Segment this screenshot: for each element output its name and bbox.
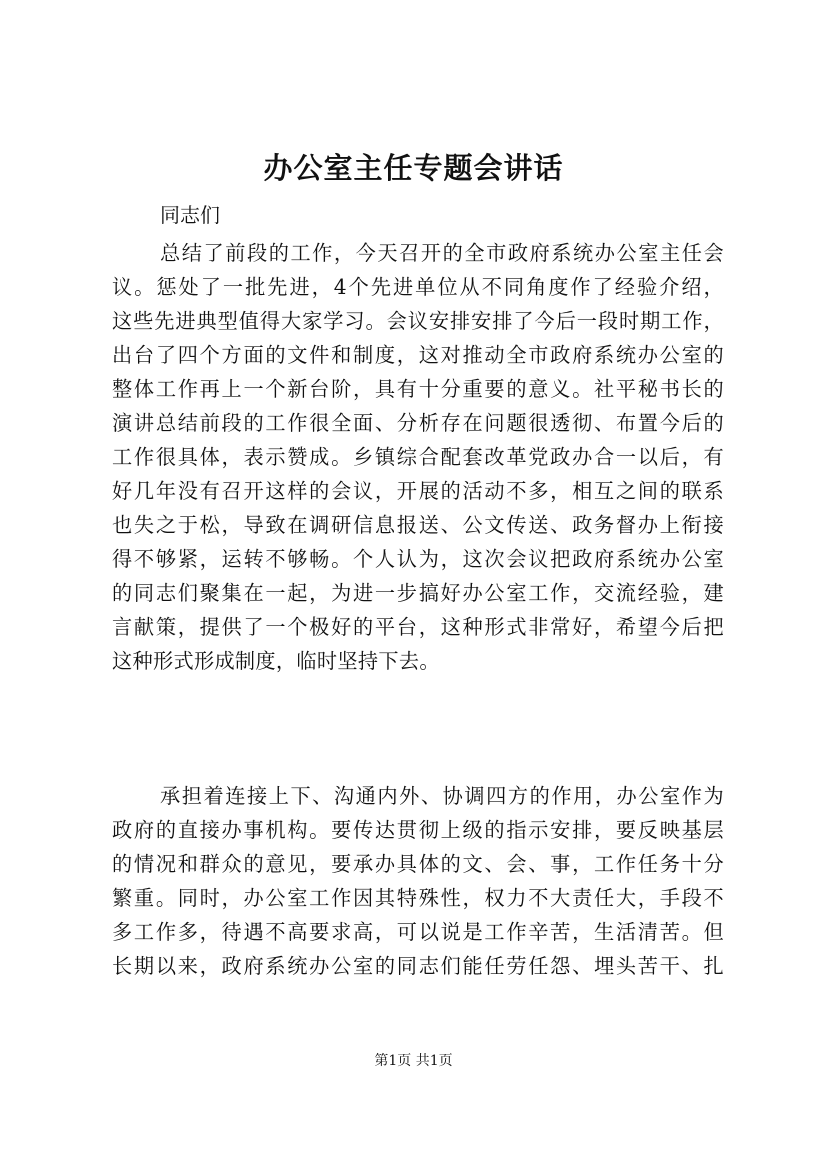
paragraph-line: 议。惩处了一批先进，4个先进单位从不同角度作了经验介绍，: [112, 275, 724, 299]
salutation: 同志们: [160, 203, 220, 227]
paragraph-line: 这种形式形成制度，临时坚持下去。: [112, 649, 440, 673]
paragraph-2: [112, 779, 724, 983]
paragraph-line: 承担着连接上下、沟通内外、协调四方的作用，办公室作为: [160, 784, 724, 808]
paragraph-line: 的同志们聚集在一起，为进一步搞好办公室工作，交流经验，建: [112, 581, 724, 605]
paragraph-line: 繁重。同时，办公室工作因其特殊性，权力不大责任大，手段不: [112, 886, 724, 910]
paragraph-line: 言献策，提供了一个极好的平台，这种形式非常好，希望今后把: [112, 615, 724, 639]
paragraph-line: 总结了前段的工作，今天召开的全市政府系统办公室主任会: [160, 241, 724, 265]
paragraph-line: 工作很具体，表示赞成。乡镇综合配套改革党政办合一以后，有: [112, 445, 724, 469]
document-title: 办公室主任专题会讲话: [263, 151, 564, 185]
paragraph-line: 也失之于松，导致在调研信息报送、公文传送、政务督办上衔接: [112, 513, 724, 537]
paragraph-1: [112, 236, 724, 678]
paragraph-line: 这些先进典型值得大家学习。会议安排安排了今后一段时期工作，: [112, 309, 724, 333]
paragraph-line: 演讲总结前段的工作很全面、分析存在问题很透彻、布置今后的: [112, 411, 724, 435]
paragraph-line: 的情况和群众的意见，要承办具体的文、会、事，工作任务十分: [112, 852, 724, 876]
paragraph-line: 好几年没有召开这样的会议，开展的活动不多，相互之间的联系: [112, 479, 724, 503]
paragraph-line: 多工作多，待遇不高要求高，可以说是工作辛苦，生活清苦。但: [112, 920, 724, 944]
paragraph-line: 长期以来，政府系统办公室的同志们能任劳任怨、埋头苦干、扎: [112, 954, 724, 978]
paragraph-line: 整体工作再上一个新台阶，具有十分重要的意义。社平秘书长的: [112, 377, 724, 401]
paragraph-line: 政府的直接办事机构。要传达贯彻上级的指示安排，要反映基层: [112, 818, 724, 842]
page-footer: 第1页 共1页: [374, 1053, 453, 1069]
paragraph-line: 得不够紧，运转不够畅。个人认为，这次会议把政府系统办公室: [112, 547, 724, 571]
paragraph-line: 出台了四个方面的文件和制度，这对推动全市政府系统办公室的: [112, 343, 724, 367]
